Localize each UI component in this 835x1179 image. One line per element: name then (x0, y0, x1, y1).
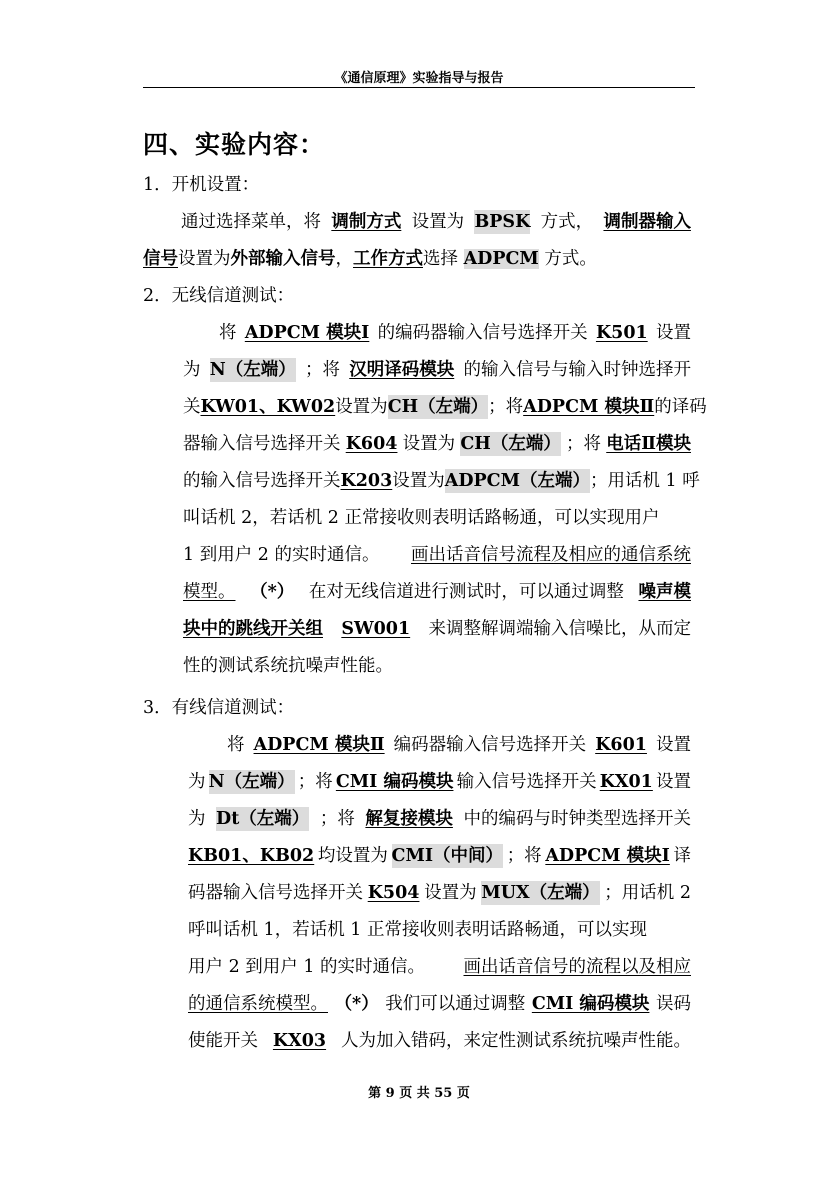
step2-line7 (183, 543, 691, 567)
term-adpcm-module-2: ADPCM 模块Ⅱ (523, 397, 655, 417)
text: ；将 (488, 397, 524, 417)
term-adpcm-module-2: ADPCM 模块Ⅱ (253, 735, 385, 755)
text: 设置为 (411, 212, 465, 232)
step1-heading: 1．开机设置： (143, 175, 260, 195)
text: 设置为 (392, 471, 445, 491)
text: 器输入信号选择开关 (183, 434, 341, 454)
value-n-left: N（左端） (209, 360, 296, 380)
text: ；用话机 2 (604, 883, 691, 903)
step2-line3 (183, 395, 707, 419)
step3-line5 (188, 881, 691, 905)
text: 中的编码与时钟类型选择开关 (463, 809, 691, 829)
step1-line2 (143, 247, 597, 271)
text: ， (335, 249, 353, 269)
switch-k601: K601 (595, 735, 647, 755)
step2-line4 (183, 432, 691, 456)
step2-line2 (183, 358, 691, 382)
term-adpcm-module-1: ADPCM 模块Ⅰ (244, 323, 370, 343)
value-n-left: N（左端） (208, 772, 295, 792)
text: 性的测试系统抗噪声性能。 (183, 656, 393, 676)
step2-line1 (219, 321, 691, 345)
term-jumper-switch: 块中的跳线开关组 (183, 619, 323, 639)
step3-line9 (188, 1029, 691, 1053)
value-cmi-middle: CMI（中间） (391, 846, 504, 866)
text: 使能开关 (188, 1031, 258, 1051)
text: ；将 (297, 772, 333, 792)
value-bpsk: BPSK (474, 212, 531, 232)
step3-heading: 3．有线信道测试： (143, 698, 295, 718)
step3-line1 (227, 733, 691, 757)
text: 用户 2 到用户 1 的实时通信。 (188, 957, 426, 977)
text: 方式， (540, 212, 594, 232)
text: 我们可以通过调整 (385, 994, 526, 1014)
text: 设置为 (178, 249, 231, 269)
term-adpcm-module-1: ADPCM 模块Ⅰ (545, 846, 670, 866)
switch-sw001: SW001 (341, 619, 411, 639)
value-mux-left: MUX（左端） (481, 883, 600, 903)
switch-k203: K203 (340, 471, 393, 491)
text: 设置为 (335, 397, 388, 417)
term-signal: 信号 (143, 249, 178, 269)
text: 1 到用户 2 的实时通信。 (183, 545, 380, 565)
text: 将 (227, 735, 245, 755)
text: 选择 (423, 249, 464, 269)
task-draw-flow: 画出话音信号流程及相应的通信系统 (411, 545, 691, 565)
text: 为 (188, 772, 206, 792)
text: 设置为 (402, 434, 456, 454)
value-ch-left: CH（左端） (387, 397, 489, 417)
step3-line6 (188, 918, 691, 942)
text: 输入信号选择开关 (456, 772, 597, 792)
task-draw-model: 的通信系统模型。 (188, 994, 328, 1014)
text: 的译码 (654, 397, 707, 417)
text: 通过选择菜单，将 (181, 212, 321, 232)
step3-line3 (188, 807, 691, 831)
switch-k604: K604 (345, 434, 398, 454)
term-hamming-decoder: 汉明译码模块 (349, 360, 455, 380)
text: ；将 (319, 809, 355, 829)
switch-kx01: KX01 (599, 772, 653, 792)
value-ch-left: CH（左端） (460, 434, 561, 454)
text: ；将 (506, 846, 542, 866)
page-footer: 第 9 页 共 55 页 (368, 1086, 470, 1101)
switch-kb01-kb02: KB01、KB02 (188, 846, 315, 866)
step2-line10 (183, 654, 393, 678)
term-demux-module: 解复接模块 (365, 809, 453, 829)
value-adpcm-left: ADPCM（左端） (444, 471, 590, 491)
text: 的编码器输入信号选择开关 (377, 323, 588, 343)
step2-line5 (183, 469, 700, 493)
text: 的输入信号与输入时钟选择开 (463, 360, 691, 380)
step2-line9 (183, 617, 691, 641)
term-modulator-input: 调制器输入 (603, 212, 691, 232)
header-rule (143, 87, 695, 88)
step1-line1 (181, 210, 691, 234)
task-draw-model: 模型。 (183, 582, 236, 602)
value-adpcm: ADPCM (463, 249, 539, 269)
optional-marker: （*） (334, 994, 379, 1014)
step3-line2 (188, 770, 691, 794)
optional-marker: （*） (250, 582, 295, 602)
text: 方式。 (538, 249, 597, 269)
text: 为 (188, 809, 206, 829)
text: 设置 (656, 323, 691, 343)
text: 来调整解调端输入信噪比，从而定 (428, 619, 691, 639)
switch-k504: K504 (367, 883, 420, 903)
step3-line4 (188, 844, 691, 868)
step3-line8 (188, 992, 691, 1016)
term-phone-module-2: 电话Ⅱ模块 (606, 434, 691, 454)
step3-line7 (188, 955, 691, 979)
text: ；将 (305, 360, 340, 380)
text: 为 (183, 360, 201, 380)
term-work-mode: 工作方式 (353, 249, 423, 269)
text: 呼叫话机 1，若话机 1 正常接收则表明话路畅通，可以实现 (188, 920, 647, 940)
text: 的输入信号选择开关 (183, 471, 341, 491)
text: 将 (219, 323, 237, 343)
term-cmi-encoder: CMI 编码模块 (531, 994, 650, 1014)
switch-kw01-kw02: KW01、KW02 (200, 397, 336, 417)
value-dt-left: Dt（左端） (216, 809, 310, 829)
term-cmi-encoder: CMI 编码模块 (335, 772, 454, 792)
text: 设置 (655, 772, 691, 792)
term-modulation-mode: 调制方式 (331, 212, 402, 232)
text: 叫话机 2，若话机 2 正常接收则表明话路畅通，可以实现用户 (183, 508, 660, 528)
text: 均设置为 (317, 846, 388, 866)
text: ；将 (566, 434, 602, 454)
text: 人为加入错码，来定性测试系统抗噪声性能。 (341, 1031, 691, 1051)
text: 设置 (656, 735, 691, 755)
step2-heading: 2．无线信道测试： (143, 286, 295, 306)
step2-line8 (183, 580, 691, 604)
term-noise-module: 噪声模 (638, 582, 691, 602)
text: 编码器输入信号选择开关 (393, 735, 587, 755)
text: ；用话机 1 呼 (589, 471, 700, 491)
text: 设置为 (424, 883, 477, 903)
text: 码器输入信号选择开关 (188, 883, 363, 903)
value-external-input: 外部输入信号 (230, 249, 336, 269)
switch-kx03: KX03 (272, 1031, 327, 1051)
text: 关 (183, 397, 201, 417)
text: 误码 (655, 994, 691, 1014)
page-header: 《通信原理》实验指导与报告 (334, 71, 504, 86)
step2-line6 (183, 506, 691, 530)
text: 译 (673, 846, 691, 866)
text: 在对无线信道进行测试时，可以通过调整 (308, 582, 624, 602)
section-title: 四、实验内容： (143, 130, 326, 159)
task-draw-flow: 画出话音信号的流程以及相应 (463, 957, 691, 977)
switch-k501: K501 (595, 323, 648, 343)
